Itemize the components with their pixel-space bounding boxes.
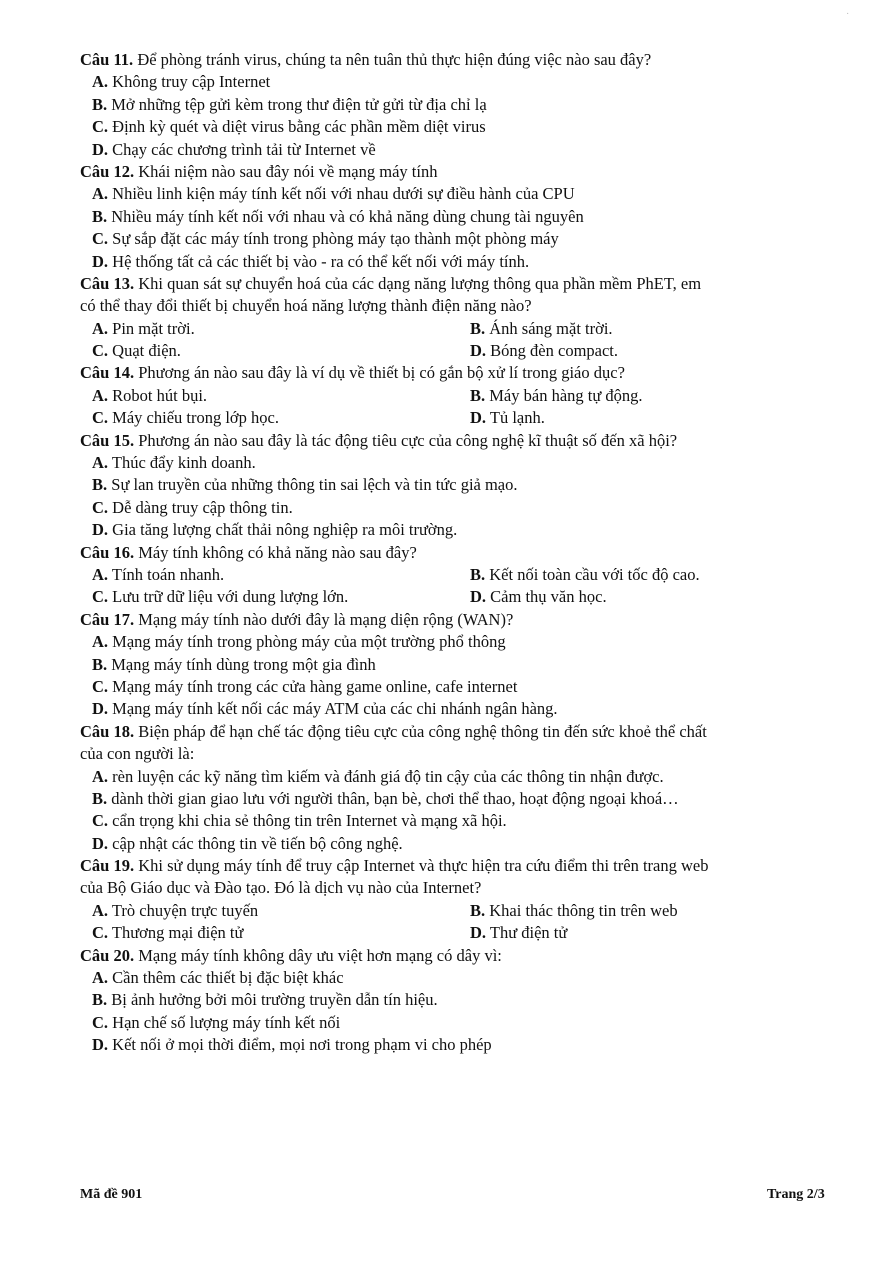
option-col bbox=[470, 385, 643, 407]
answer-option bbox=[92, 968, 344, 987]
option-letter: C. bbox=[92, 1012, 109, 1032]
option-letter: B. bbox=[92, 788, 108, 808]
question-block bbox=[80, 721, 840, 855]
question-stem-line bbox=[80, 49, 840, 71]
option-letter: D. bbox=[92, 699, 109, 719]
option-text: Trò chuyện trực tuyến bbox=[108, 900, 259, 920]
question-text: Để phòng tránh virus, chúng ta nên tuân thủ thực hiện đúng việc nào sau đây? bbox=[137, 50, 652, 69]
option-text: dành thời gian giao lưu với người thân, bạn bè, chơi thể thao, hoạt động ngoại khoá… bbox=[107, 788, 679, 808]
option-col bbox=[92, 340, 470, 362]
option-row bbox=[80, 989, 840, 1011]
question-block bbox=[80, 542, 840, 609]
option-text: Khai thác thông tin trên web bbox=[485, 900, 678, 920]
option-text: Mạng máy tính dùng trong một gia đình bbox=[107, 654, 376, 674]
option-col bbox=[92, 385, 470, 407]
option-text: Dễ dàng truy cập thông tin. bbox=[108, 497, 293, 517]
option-text: Pin mặt trời. bbox=[108, 318, 195, 338]
option-text: Mở những tệp gửi kèm trong thư điện tử gửi từ địa chỉ lạ bbox=[107, 94, 487, 114]
option-text: Gia tăng lượng chất thải nông nghiệp ra môi trường. bbox=[108, 520, 458, 540]
answer-option bbox=[92, 184, 575, 203]
exam-code: Mã đề 901 bbox=[80, 1187, 143, 1202]
option-row bbox=[80, 698, 840, 720]
option-row bbox=[80, 519, 840, 541]
question-text: Khái niệm nào sau đây nói về mạng máy tính bbox=[138, 161, 438, 181]
option-row bbox=[80, 94, 840, 116]
answer-option bbox=[470, 901, 678, 920]
option-row bbox=[80, 564, 840, 586]
option-text: rèn luyện các kỹ năng tìm kiếm và đánh giá độ tin cậy của các thông tin nhận được. bbox=[108, 766, 664, 786]
option-row bbox=[80, 833, 840, 855]
question-list bbox=[80, 49, 840, 1057]
question-stem-line bbox=[80, 855, 840, 877]
question-stem-line bbox=[80, 743, 840, 765]
answer-option bbox=[470, 341, 618, 360]
answer-option bbox=[470, 565, 700, 584]
question-stem-line bbox=[80, 945, 840, 967]
option-text: cẩn trọng khi chia sẻ thông tin trên Internet và mạng xã hội. bbox=[108, 811, 507, 831]
option-letter: B. bbox=[92, 94, 108, 114]
question-stem-line bbox=[80, 542, 840, 564]
option-letter: D. bbox=[92, 833, 109, 853]
option-col bbox=[470, 340, 618, 362]
option-letter: C. bbox=[92, 341, 109, 361]
answer-option bbox=[470, 923, 567, 942]
option-letter: B. bbox=[92, 990, 108, 1010]
option-text: Cần thêm các thiết bị đặc biệt khác bbox=[108, 968, 344, 988]
option-letter: C. bbox=[92, 229, 109, 249]
question-label: Câu 15. bbox=[80, 430, 135, 450]
option-text: Robot hút bụi. bbox=[108, 385, 208, 405]
question-stem-line bbox=[80, 161, 840, 183]
question-text: của Bộ Giáo dục và Đào tạo. Đó là dịch vụ nào của Internet? bbox=[80, 878, 482, 898]
question-stem-line bbox=[80, 721, 840, 743]
option-row bbox=[80, 139, 840, 161]
option-col bbox=[470, 407, 545, 429]
answer-option bbox=[92, 475, 518, 494]
answer-option bbox=[92, 767, 664, 786]
option-row bbox=[80, 385, 840, 407]
option-row bbox=[80, 340, 840, 362]
option-letter: D. bbox=[92, 139, 109, 159]
question-label: Câu 13. bbox=[80, 273, 135, 293]
option-letter: A. bbox=[92, 453, 109, 473]
answer-option bbox=[92, 1013, 340, 1032]
option-letter: C. bbox=[92, 408, 109, 428]
option-row bbox=[80, 71, 840, 93]
answer-option bbox=[92, 386, 207, 405]
option-col bbox=[92, 564, 470, 586]
option-letter: B. bbox=[470, 318, 486, 338]
option-letter: C. bbox=[92, 923, 109, 943]
option-row bbox=[80, 1012, 840, 1034]
option-text: Nhiều linh kiện máy tính kết nối với nhau dưới sự điều hành của CPU bbox=[108, 184, 575, 204]
option-text: Thương mại điện tử bbox=[108, 923, 244, 943]
answer-option bbox=[92, 229, 559, 248]
option-text: Thư điện tử bbox=[486, 923, 568, 943]
option-col bbox=[92, 407, 470, 429]
option-text: Hệ thống tất cả các thiết bị vào - ra có thể kết nối với máy tính. bbox=[108, 251, 530, 271]
answer-option bbox=[92, 632, 506, 651]
option-row bbox=[80, 810, 840, 832]
option-row bbox=[80, 900, 840, 922]
question-block bbox=[80, 945, 840, 1057]
answer-option bbox=[92, 901, 258, 920]
option-row bbox=[80, 922, 840, 944]
answer-option bbox=[92, 789, 679, 808]
answer-option bbox=[92, 565, 224, 584]
question-label: Câu 19. bbox=[80, 856, 135, 876]
answer-option bbox=[92, 923, 243, 942]
option-row bbox=[80, 183, 840, 205]
answer-option bbox=[92, 677, 517, 696]
option-letter: B. bbox=[470, 564, 486, 584]
page-number: Trang 2/3 bbox=[767, 1187, 825, 1202]
question-stem-line bbox=[80, 273, 840, 295]
question-label: Câu 17. bbox=[80, 609, 135, 629]
option-col bbox=[470, 922, 567, 944]
option-text: Chạy các chương trình tải từ Internet về bbox=[108, 139, 376, 159]
answer-option bbox=[470, 319, 613, 338]
option-row bbox=[80, 452, 840, 474]
option-letter: B. bbox=[92, 654, 108, 674]
scan-mark-dot: · bbox=[846, 8, 850, 19]
answer-option bbox=[92, 655, 376, 674]
option-letter: D. bbox=[92, 520, 109, 540]
option-col bbox=[470, 564, 700, 586]
question-text: Phương án nào sau đây là tác động tiêu cực của công nghệ kĩ thuật số đến xã hội? bbox=[138, 430, 678, 450]
answer-option bbox=[92, 498, 293, 517]
option-col bbox=[92, 922, 470, 944]
option-letter: C. bbox=[92, 117, 109, 137]
answer-option bbox=[92, 1035, 492, 1054]
option-text: Thúc đẩy kinh doanh. bbox=[108, 453, 256, 473]
answer-option bbox=[92, 319, 195, 338]
option-row bbox=[80, 251, 840, 273]
option-row bbox=[80, 407, 840, 429]
option-row bbox=[80, 116, 840, 138]
option-col bbox=[470, 318, 613, 340]
question-block bbox=[80, 430, 840, 542]
question-stem-line bbox=[80, 295, 840, 317]
question-text: Khi quan sát sự chuyển hoá của các dạng năng lượng thông qua phần mềm PhET, em bbox=[138, 273, 702, 293]
option-col bbox=[470, 586, 607, 608]
option-text: cập nhật các thông tin về tiến bộ công nghệ. bbox=[108, 833, 403, 853]
option-text: Quạt điện. bbox=[108, 341, 181, 361]
question-text: Biện pháp để hạn chế tác động tiêu cực của công nghệ thông tin đến sức khoẻ thể chất bbox=[138, 721, 707, 741]
option-letter: A. bbox=[92, 318, 109, 338]
option-row bbox=[80, 654, 840, 676]
option-letter: A. bbox=[92, 766, 109, 786]
option-row bbox=[80, 631, 840, 653]
option-row bbox=[80, 206, 840, 228]
option-letter: A. bbox=[92, 900, 109, 920]
question-label: Câu 12. bbox=[80, 161, 135, 181]
question-stem-line bbox=[80, 609, 840, 631]
option-row bbox=[80, 967, 840, 989]
answer-option bbox=[92, 117, 486, 136]
question-text: của con người là: bbox=[80, 744, 195, 764]
option-text: Mạng máy tính trong phòng máy của một trường phổ thông bbox=[108, 632, 506, 652]
option-text: Máy chiếu trong lớp học. bbox=[108, 408, 279, 428]
option-text: Bóng đèn compact. bbox=[486, 341, 619, 361]
question-label: Câu 18. bbox=[80, 721, 135, 741]
answer-option bbox=[92, 95, 487, 114]
answer-option bbox=[92, 811, 507, 830]
question-label: Câu 11. bbox=[80, 50, 134, 69]
answer-option bbox=[470, 408, 545, 427]
option-text: Tủ lạnh. bbox=[486, 408, 545, 428]
option-text: Mạng máy tính trong các cửa hàng game online, cafe internet bbox=[108, 676, 518, 696]
answer-option bbox=[470, 587, 607, 606]
option-col bbox=[92, 586, 470, 608]
option-col bbox=[92, 318, 470, 340]
option-row bbox=[80, 676, 840, 698]
question-text: có thể thay đổi thiết bị chuyển hoá năng lượng thành điện năng nào? bbox=[80, 296, 532, 316]
question-block bbox=[80, 609, 840, 721]
question-label: Câu 20. bbox=[80, 945, 135, 965]
answer-option bbox=[92, 520, 457, 539]
option-text: Sự lan truyền của những thông tin sai lệch và tin tức giả mạo. bbox=[107, 475, 518, 495]
question-label: Câu 14. bbox=[80, 363, 135, 383]
option-letter: D. bbox=[470, 587, 487, 607]
option-letter: D. bbox=[470, 923, 487, 943]
answer-option bbox=[92, 408, 279, 427]
option-letter: B. bbox=[470, 385, 486, 405]
answer-option bbox=[92, 834, 403, 853]
option-letter: C. bbox=[92, 497, 109, 517]
option-text: Máy bán hàng tự động. bbox=[485, 385, 643, 405]
option-row bbox=[80, 497, 840, 519]
question-text: Mạng máy tính nào dưới đây là mạng diện rộng (WAN)? bbox=[138, 609, 514, 629]
option-text: Sự sắp đặt các máy tính trong phòng máy tạo thành một phòng máy bbox=[108, 229, 559, 249]
option-text: Hạn chế số lượng máy tính kết nối bbox=[108, 1012, 341, 1032]
option-row bbox=[80, 788, 840, 810]
question-text: Phương án nào sau đây là ví dụ về thiết bị có gắn bộ xử lí trong giáo dục? bbox=[138, 363, 625, 383]
option-text: Kết nối ở mọi thời điểm, mọi nơi trong phạm vi cho phép bbox=[108, 1035, 492, 1055]
option-row bbox=[80, 766, 840, 788]
option-text: Định kỳ quét và diệt virus bằng các phần mềm diệt virus bbox=[108, 117, 486, 137]
answer-option bbox=[92, 72, 270, 91]
option-letter: A. bbox=[92, 564, 109, 584]
option-letter: A. bbox=[92, 184, 109, 204]
option-text: Bị ảnh hưởng bởi môi trường truyền dẫn tín hiệu. bbox=[107, 990, 438, 1010]
option-letter: D. bbox=[92, 251, 109, 271]
option-text: Cảm thụ văn học. bbox=[486, 587, 607, 607]
option-letter: A. bbox=[92, 385, 109, 405]
option-letter: C. bbox=[92, 676, 109, 696]
answer-option bbox=[92, 453, 256, 472]
option-text: Không truy cập Internet bbox=[108, 72, 271, 92]
option-letter: A. bbox=[92, 72, 109, 92]
answer-option bbox=[92, 252, 529, 271]
answer-option bbox=[92, 990, 438, 1009]
question-block bbox=[80, 855, 840, 945]
answer-option bbox=[92, 207, 584, 226]
option-row bbox=[80, 586, 840, 608]
question-text: Khi sử dụng máy tính để truy cập Internet và thực hiện tra cứu điểm thi trên trang web bbox=[138, 856, 709, 876]
answer-option bbox=[92, 587, 348, 606]
option-row bbox=[80, 228, 840, 250]
option-letter: D. bbox=[470, 341, 487, 361]
question-stem-line bbox=[80, 362, 840, 384]
option-row bbox=[80, 318, 840, 340]
answer-option bbox=[470, 386, 643, 405]
question-block bbox=[80, 49, 840, 161]
option-text: Nhiều máy tính kết nối với nhau và có khả năng dùng chung tài nguyên bbox=[107, 206, 584, 226]
question-text: Máy tính không có khả năng nào sau đây? bbox=[138, 542, 417, 562]
option-text: Ánh sáng mặt trời. bbox=[485, 318, 613, 338]
answer-option bbox=[92, 341, 181, 360]
question-block bbox=[80, 161, 840, 273]
option-text: Kết nối toàn cầu với tốc độ cao. bbox=[485, 564, 700, 584]
question-stem-line bbox=[80, 877, 840, 899]
option-col bbox=[470, 900, 678, 922]
option-letter: C. bbox=[92, 811, 109, 831]
option-letter: A. bbox=[92, 632, 109, 652]
option-row bbox=[80, 1034, 840, 1056]
option-letter: B. bbox=[470, 900, 486, 920]
answer-option bbox=[92, 140, 376, 159]
option-row bbox=[80, 474, 840, 496]
option-text: Tính toán nhanh. bbox=[108, 564, 225, 584]
question-label: Câu 16. bbox=[80, 542, 135, 562]
option-letter: D. bbox=[470, 408, 487, 428]
option-col bbox=[92, 900, 470, 922]
option-letter: A. bbox=[92, 968, 109, 988]
option-text: Mạng máy tính kết nối các máy ATM của các chi nhánh ngân hàng. bbox=[108, 699, 558, 719]
option-letter: D. bbox=[92, 1035, 109, 1055]
question-stem-line bbox=[80, 430, 840, 452]
option-text: Lưu trữ dữ liệu với dung lượng lớn. bbox=[108, 587, 349, 607]
question-block bbox=[80, 273, 840, 363]
option-letter: B. bbox=[92, 206, 108, 226]
option-letter: B. bbox=[92, 475, 108, 495]
answer-option bbox=[92, 699, 558, 718]
option-letter: C. bbox=[92, 587, 109, 607]
question-text: Mạng máy tính không dây ưu việt hơn mạng có dây vì: bbox=[138, 945, 502, 965]
question-block bbox=[80, 362, 840, 429]
